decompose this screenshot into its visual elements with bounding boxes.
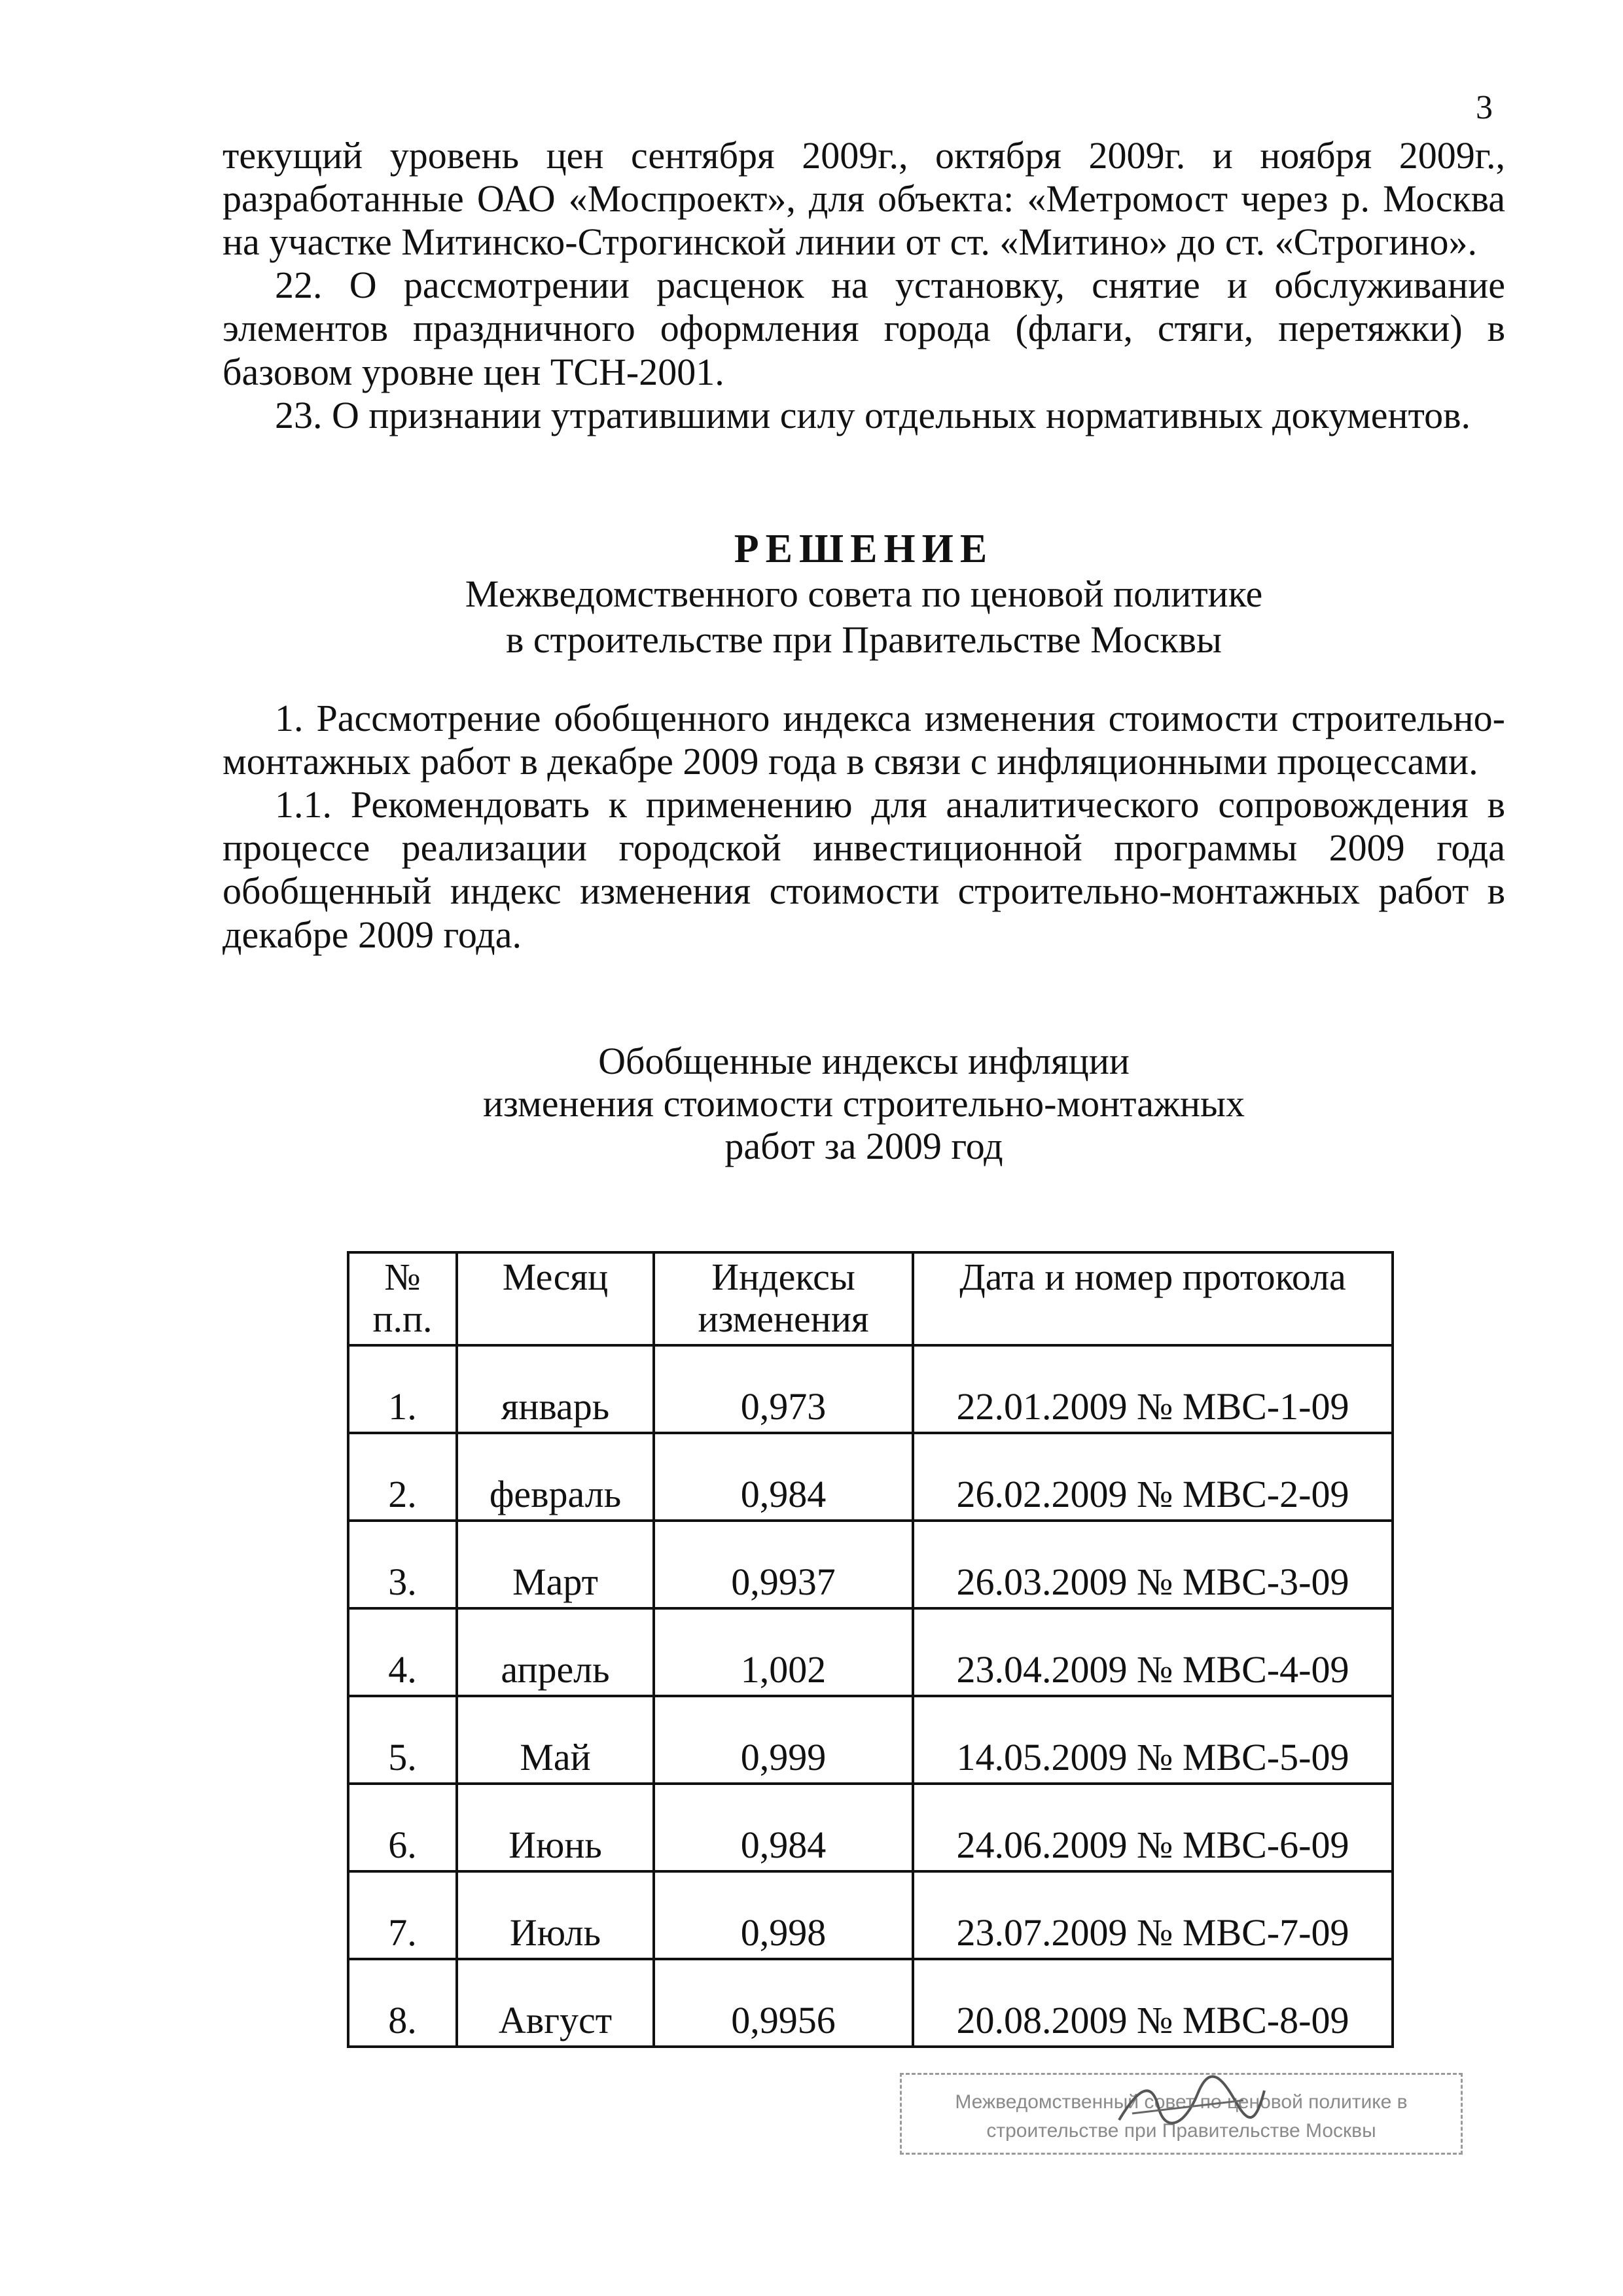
header-number-line-2: п.п. (372, 1297, 433, 1340)
inflation-index-table (347, 1251, 1394, 2048)
table-title-line-3: работ за 2009 год (724, 1124, 1003, 1167)
row-index: 0,973 (654, 1345, 913, 1433)
row-index: 0,9956 (654, 1959, 913, 2047)
row-number: 1. (348, 1345, 457, 1433)
stamp-line-2: строительстве при Правительстве Москвы (986, 2120, 1376, 2142)
table-row (348, 1784, 1393, 1871)
table-row (348, 1871, 1393, 1959)
table-title-line-1: Обобщенные индексы инфляции (598, 1040, 1130, 1082)
row-month: Август (457, 1959, 654, 2047)
table-title (223, 1040, 1505, 1168)
row-protocol: 26.03.2009 № МВС-3-09 (913, 1521, 1393, 1608)
row-index: 0,984 (654, 1784, 913, 1871)
table-title-line-2: изменения стоимости строительно-монтажных (482, 1082, 1245, 1125)
intro-paragraph: текущий уровень цен сентября 2009г., октября 2009г. и ноября 2009г., разработанные ОАО «Моспроект», для объекта: «Метромост через р. Москва на участке Митинско-Строгинской линии от ст. «Митино» до ст. «Строгино». (223, 134, 1505, 264)
row-month: февраль (457, 1433, 654, 1521)
page-number: 3 (1476, 89, 1493, 126)
table-row (348, 1696, 1393, 1784)
row-number: 3. (348, 1521, 457, 1608)
row-index: 0,999 (654, 1696, 913, 1784)
intro-section (223, 134, 1505, 437)
row-index: 0,984 (654, 1433, 913, 1521)
row-month: Март (457, 1521, 654, 1608)
item-23-paragraph: 23. О признании утратившими силу отдельных нормативных документов. (275, 393, 1471, 436)
stamp-line-1: Межведомственный совет по ценовой политике в (955, 2091, 1408, 2113)
row-month: Июль (457, 1871, 654, 1959)
decision-body (223, 697, 1505, 957)
row-protocol: 26.02.2009 № МВС-2-09 (913, 1433, 1393, 1521)
row-number: 7. (348, 1871, 457, 1959)
decision-item-1: 1. Рассмотрение обобщенного индекса изменения стоимости строительно-монтажных работ в декабре 2009 года в связи с инфляционными процессами. (223, 697, 1505, 783)
header-index-line-1: Индексы (711, 1256, 855, 1298)
row-protocol: 20.08.2009 № МВС-8-09 (913, 1959, 1393, 2047)
signature-mark (1113, 2074, 1270, 2133)
row-month: Июнь (457, 1784, 654, 1871)
header-index-line-2: изменения (698, 1297, 869, 1340)
decision-item-1-1: 1.1. Рекомендовать к применению для аналитического сопровождения в процессе реализации городской инвестиционной программы 2009 года обобщенный индекс изменения стоимости строительно-монтажных работ в декабре 2009 года. (223, 783, 1505, 956)
decision-subtitle-line-1: Межведомственного совета по ценовой политике (465, 573, 1263, 616)
header-index (654, 1252, 913, 1345)
row-protocol: 23.04.2009 № МВС-4-09 (913, 1608, 1393, 1696)
row-month: апрель (457, 1608, 654, 1696)
row-number: 8. (348, 1959, 457, 2047)
item-22-paragraph: 22. О рассмотрении расценок на установку, снятие и обслуживание элементов праздничного оформления города (флаги, стяги, перетяжки) в базовом уровне цен ТСН-2001. (223, 264, 1505, 393)
row-month: Май (457, 1696, 654, 1784)
row-index: 0,9937 (654, 1521, 913, 1608)
row-protocol: 22.01.2009 № МВС-1-09 (913, 1345, 1393, 1433)
row-protocol: 23.07.2009 № МВС-7-09 (913, 1871, 1393, 1959)
header-number (348, 1252, 457, 1345)
header-protocol: Дата и номер протокола (913, 1252, 1393, 1345)
row-index: 1,002 (654, 1608, 913, 1696)
row-index: 0,998 (654, 1871, 913, 1959)
row-protocol: 14.05.2009 № МВС-5-09 (913, 1696, 1393, 1784)
row-number: 5. (348, 1696, 457, 1784)
row-number: 4. (348, 1608, 457, 1696)
header-month: Месяц (457, 1252, 654, 1345)
table-header-row (348, 1252, 1393, 1345)
row-number: 2. (348, 1433, 457, 1521)
row-protocol: 24.06.2009 № МВС-6-09 (913, 1784, 1393, 1871)
table-row (348, 1608, 1393, 1696)
table-row (348, 1959, 1393, 2047)
table-row (348, 1345, 1393, 1433)
row-month: январь (457, 1345, 654, 1433)
header-number-line-1: № (384, 1256, 421, 1298)
table-row (348, 1433, 1393, 1521)
table-row (348, 1521, 1393, 1608)
decision-heading (223, 527, 1505, 662)
decision-subtitle-line-2: в строительстве при Правительстве Москвы (506, 618, 1222, 661)
decision-title: РЕШЕНИЕ (734, 527, 994, 571)
row-number: 6. (348, 1784, 457, 1871)
